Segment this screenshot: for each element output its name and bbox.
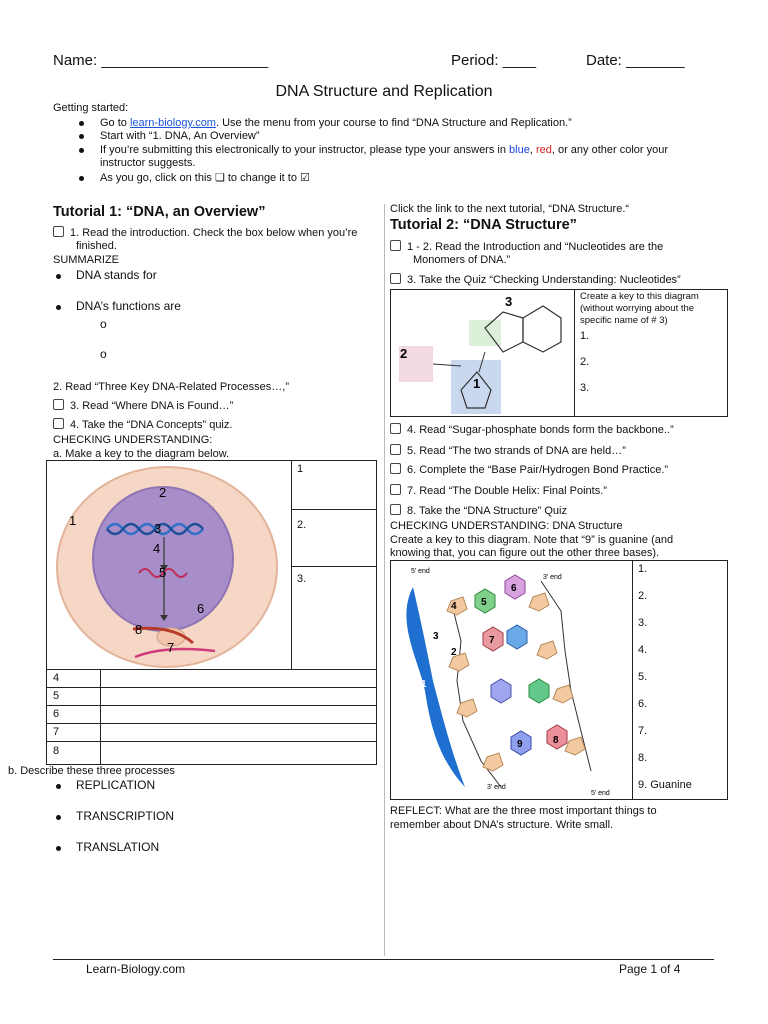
dna-label-5: 5: [481, 597, 487, 608]
getting-started-label: Getting started:: [53, 102, 129, 114]
sub-bullet: o: [100, 347, 107, 361]
reflect-l2: remember about DNA’s structure. Write small.: [390, 819, 614, 831]
tutorial2-intro: Click the link to the next tutorial, “DNA Structure.“: [390, 203, 630, 215]
five-end-top: 5’ end: [411, 568, 430, 575]
structure-check-label: CHECKING UNDERSTANDING: DNA Structure: [390, 520, 623, 532]
dna-key-3: 3.: [638, 617, 648, 629]
nuc-key-2: 2.: [580, 356, 590, 368]
structure-check-l3: knowing that, you can figure out the other three bases).: [390, 547, 660, 559]
dna-label-3: 3: [433, 631, 439, 642]
checkbox[interactable]: [390, 444, 401, 455]
page-title: DNA Structure and Replication: [275, 83, 493, 100]
checkbox[interactable]: [53, 418, 64, 429]
describe-processes: b. Describe these three processes: [8, 765, 175, 777]
dna-label-6: 6: [511, 583, 517, 594]
dna-key-6: 6.: [638, 698, 648, 710]
cell-key-1: 1: [297, 463, 304, 475]
cell-label-7: 7: [167, 640, 175, 655]
tutorial2-item5: 5. Read “The two strands of DNA are held…”: [390, 444, 626, 458]
getting-started-item-1: Go to learn-biology.com. Use the menu from your course to find “DNA Structure and Replication.”: [100, 117, 572, 129]
date-field-label: Date: _______: [586, 52, 685, 69]
cell-key-5: 5: [53, 690, 60, 702]
tutorial2-item3: 3. Take the Quiz “Checking Understanding: Nucleotides”: [390, 273, 681, 287]
dna-label-1: 1: [421, 679, 427, 690]
nucleotide-label-3: 3: [505, 294, 513, 309]
tutorial2-item12-cont: Monomers of DNA.”: [413, 254, 511, 266]
cell-key-8: 8: [53, 745, 60, 757]
getting-started-item-3: If you’re submitting this electronically to your instructor, please type your answers in blue, red, or any other color your: [100, 144, 669, 156]
cell-label-8: 8: [135, 622, 143, 637]
tutorial1-item1-cont: finished.: [76, 240, 117, 252]
nucleotide-label-2: 2: [400, 346, 408, 361]
make-key-instruction: a. Make a key to the diagram below.: [53, 448, 230, 460]
tutorial1-item4: 4. Take the “DNA Concepts” quiz.: [53, 418, 232, 432]
checkbox[interactable]: [390, 463, 401, 474]
footer-page-number: Page 1 of 4: [619, 962, 681, 976]
sub-bullet: o: [100, 317, 107, 331]
dna-key-1: 1.: [638, 563, 648, 575]
structure-check-l2: Create a key to this diagram. Note that “9” is guanine (and: [390, 534, 674, 546]
tutorial2-item7: 7. Read “The Double Helix: Final Points.”: [390, 484, 607, 498]
checkbox[interactable]: [390, 240, 401, 251]
dna-key-8: 8.: [638, 752, 648, 764]
dna-structure-diagram: [391, 561, 631, 799]
name-field-label: Name: ____________________: [53, 52, 269, 69]
tutorial2-item8: 8. Take the “DNA Structure” Quiz: [390, 504, 567, 518]
cell-key-4: 4: [53, 672, 60, 684]
summarize-label: SUMMARIZE: [53, 254, 119, 266]
cell-label-6: 6: [197, 601, 205, 616]
dna-key-7: 7.: [638, 725, 648, 737]
footer-rule: [53, 959, 714, 960]
reflect-l1: REFLECT: What are the three most important things to: [390, 805, 657, 817]
nucleotide-diagram: [391, 290, 573, 416]
tutorial1-item2: 2. Read “Three Key DNA-Related Processes…,”: [53, 381, 289, 393]
tutorial2-item4: 4. Read “Sugar-phosphate bonds form the backbone..”: [390, 423, 674, 437]
tutorial1-item3: 3. Read “Where DNA is Found…”: [53, 399, 233, 413]
checkbox[interactable]: [53, 226, 64, 237]
checkbox[interactable]: [390, 504, 401, 515]
dna-key-2: 2.: [638, 590, 648, 602]
checkbox[interactable]: [53, 399, 64, 410]
tutorial2-item6: 6. Complete the “Base Pair/Hydrogen Bond Practice.”: [390, 463, 668, 477]
tutorial2-heading: Tutorial 2: “DNA Structure”: [390, 217, 577, 233]
checkbox[interactable]: [390, 273, 401, 284]
cell-label-2: 2: [159, 485, 167, 500]
nucleotide-key-instructions: Create a key to this diagram (without worrying about the specific name of # 3): [580, 291, 699, 326]
process-replication: REPLICATION: [76, 778, 156, 792]
dna-label-2: 2: [451, 647, 457, 658]
dna-key-9: 9. Guanine: [638, 779, 692, 791]
dna-stands-for: DNA stands for: [76, 268, 157, 282]
dna-label-7: 7: [489, 635, 495, 646]
cell-label-4: 4: [153, 541, 161, 556]
checkbox[interactable]: [390, 423, 401, 434]
dna-label-8: 8: [553, 735, 559, 746]
cell-key-6: 6: [53, 708, 60, 720]
learn-biology-link[interactable]: learn-biology.com: [129, 117, 216, 129]
dna-label-4: 4: [451, 601, 457, 612]
tutorial1-item1: 1. Read the introduction. Check the box below when you’re: [53, 226, 357, 240]
getting-started-item-4: As you go, click on this ❏ to change it to ☑: [100, 172, 310, 184]
dna-label-9: 9: [517, 739, 523, 750]
process-translation: TRANSLATION: [76, 840, 160, 854]
process-transcription: TRANSCRIPTION: [76, 809, 175, 823]
checkbox[interactable]: [390, 484, 401, 495]
dna-functions: DNA’s functions are: [76, 299, 181, 313]
getting-started-item-2: Start with “1. DNA, An Overview”: [100, 130, 260, 142]
nuc-key-3: 3.: [580, 382, 590, 394]
five-end-bottom: 5’ end: [591, 790, 610, 797]
getting-started-item-3-cont: instructor suggests.: [100, 157, 196, 169]
cell-key-2: 2.: [297, 519, 307, 531]
cell-diagram: [47, 461, 291, 669]
dna-key-5: 5.: [638, 671, 648, 683]
cell-key-3: 3.: [297, 573, 307, 585]
checking-understanding-label: CHECKING UNDERSTANDING:: [53, 434, 213, 446]
nucleotide-label-1: 1: [473, 376, 481, 391]
three-end-top: 3’ end: [543, 574, 562, 581]
cell-label-1: 1: [69, 513, 77, 528]
cell-label-5: 5: [159, 565, 167, 580]
footer-site: Learn-Biology.com: [86, 962, 186, 976]
cell-key-7: 7: [53, 726, 60, 738]
dna-key-4: 4.: [638, 644, 648, 656]
period-field-label: Period: ____: [451, 52, 537, 69]
tutorial2-item12: 1 - 2. Read the Introduction and “Nucleotides are the: [390, 240, 663, 254]
nuc-key-1: 1.: [580, 330, 590, 342]
column-divider: [384, 204, 385, 956]
three-end-bottom: 3’ end: [487, 784, 506, 791]
tutorial1-heading: Tutorial 1: “DNA, an Overview”: [53, 204, 266, 220]
cell-label-3: 3: [154, 521, 162, 536]
